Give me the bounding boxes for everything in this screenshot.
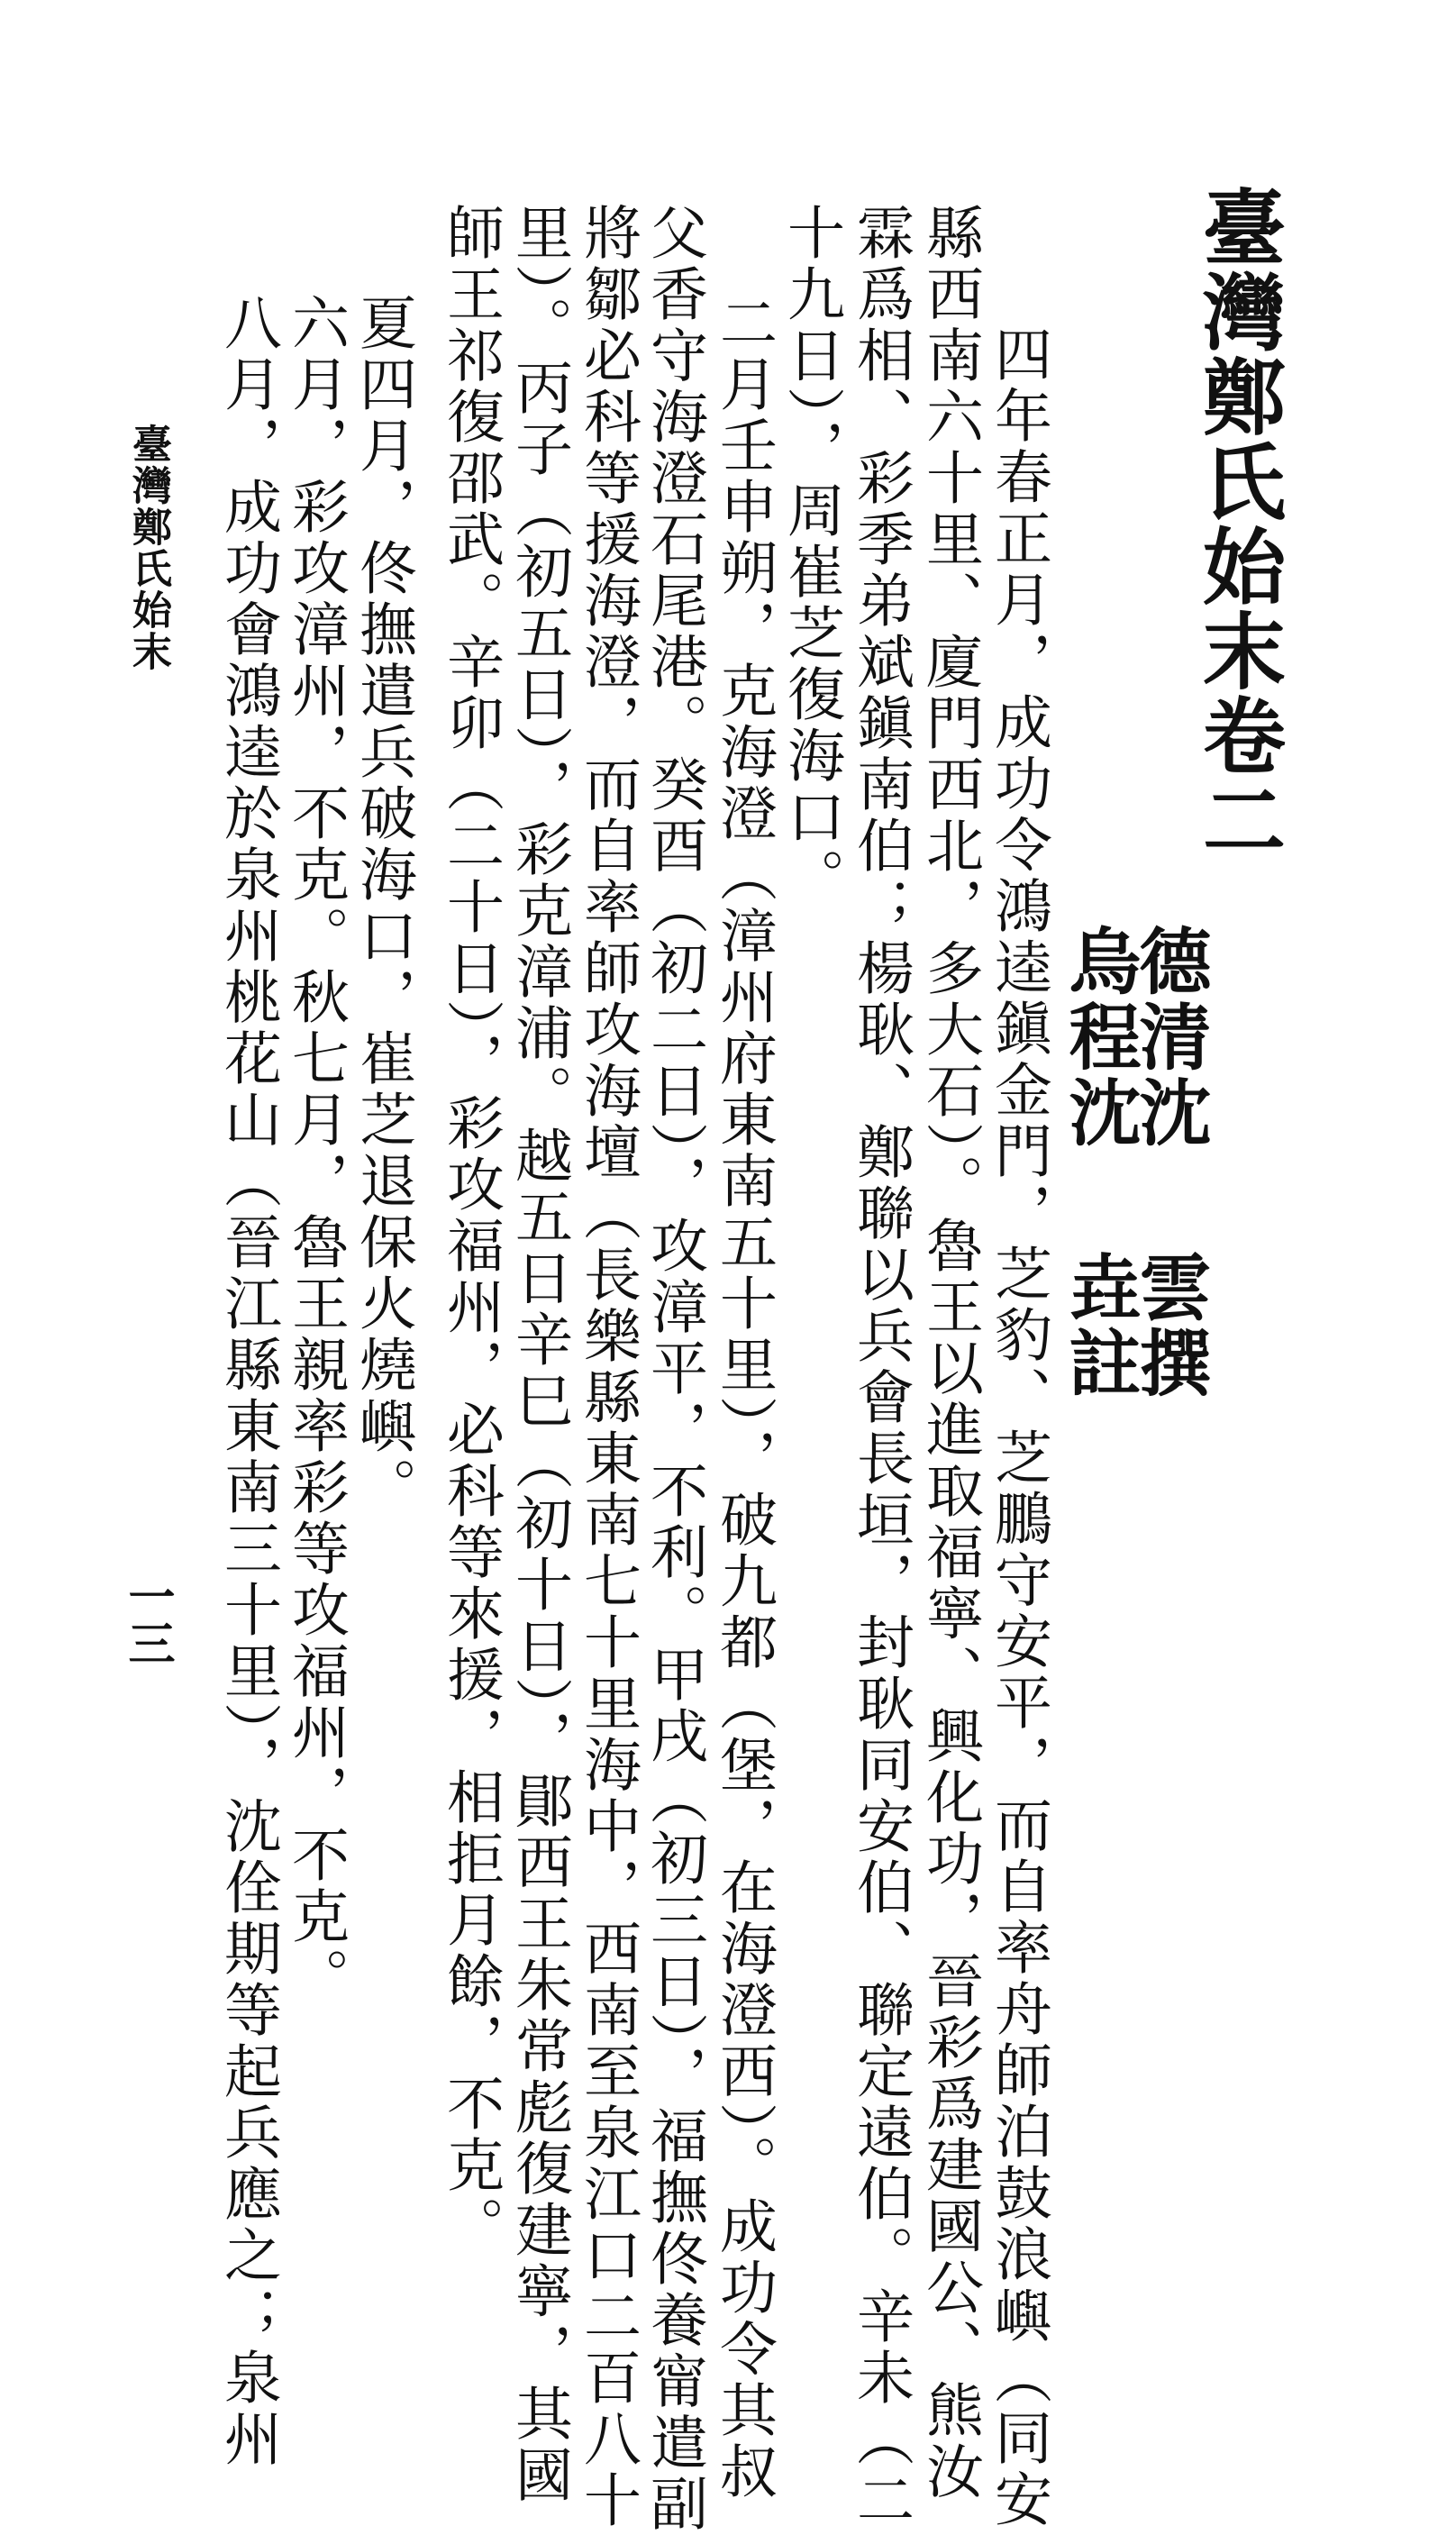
text-column: 六月，彩攻漳州，不克。秋七月，魯王親率彩等攻福州，不克。 [282,293,349,2009]
text-column: 將鄒必科等援海澄，而自率師攻海壇（長樂縣東南七十里海中，西南至泉江口二百八十 [574,203,641,2531]
text-column: 二月壬申朔，克海澄（漳州府東南五十里），破九都（堡，在海澄西）。成功令其叔 [710,293,777,2503]
text-column: 夏四月，佟撫遣兵破海口，崔芝退保火燒嶼。 [350,293,416,1518]
page-number: 一三 [120,1573,175,1666]
text-column: 霖爲相、彩季弟斌鎭南伯；楊耿、鄭聯以兵會長垣，封耿同安伯、聯定遠伯。辛未（二 [847,203,914,2531]
author-2-role: 垚註 [1057,1250,1142,1401]
text-column: 師王祁復邵武。辛卯（二十日），彩攻福州，必科等來援，相拒月餘，不克。 [437,203,504,2257]
running-title: 臺灣鄭氏始末 [125,424,171,672]
text-column: 縣西南六十里、廈門西北，多大石）。魯王以進取福寧、興化功，晉彩爲建國公、熊汝 [916,203,983,2503]
author-line-2 [1057,924,1142,1401]
text-column: 里）。丙子（初五日），彩克漳浦。越五日辛巳（初十日），鄖西王朱常彪復建寧，其國 [505,203,572,2506]
text-column: 父香守海澄石尾港。癸酉（初二日），攻漳平，不利。甲戌（初三日），福撫佟養甯遣副 [641,203,707,2535]
text-column: 十九日），周崔芝復海口。 [778,203,844,909]
text-column: 四年春正月，成功令鴻逵鎭金門，芝豹、芝鵬守安平，而自率舟師泊鼓浪嶼（同安 [985,324,1051,2530]
text-column: 八月，成功會鴻逵於泉州桃花山（晉江縣東南三十里），沈佺期等起兵應之；泉州 [214,293,281,2470]
author-2-name: 烏程沈 [1057,924,1142,1151]
author-1-role: 雲撰 [1127,1250,1212,1401]
page-title: 臺灣鄭氏始末卷二 [1189,185,1287,862]
author-line-1 [1127,924,1212,1401]
author-1-name: 德清沈 [1127,924,1212,1151]
